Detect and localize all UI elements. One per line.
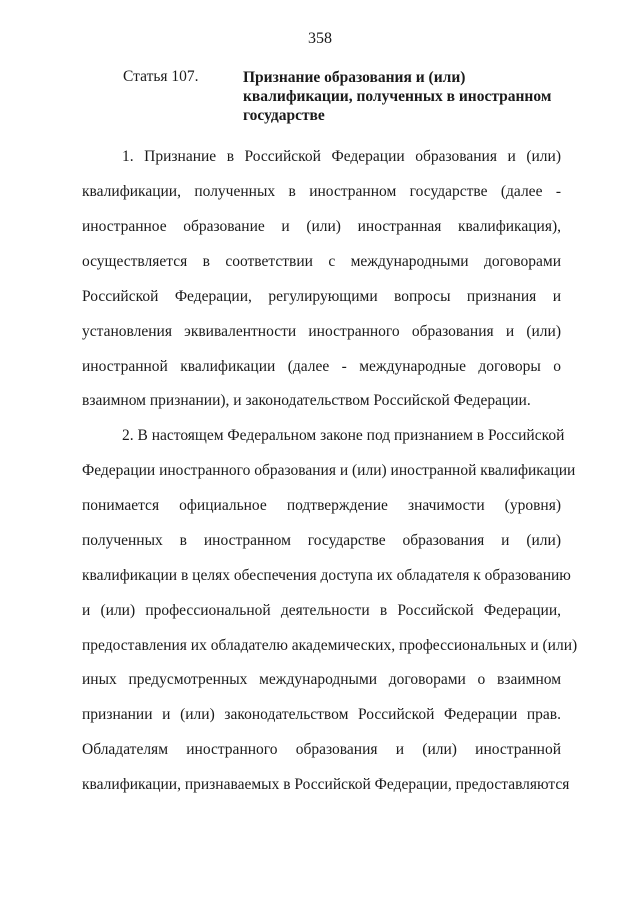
text-line: Обладателям иностранного образования и (или) иностранной	[82, 741, 561, 758]
article-title-line: Признание образования и (или)	[243, 69, 466, 86]
text-line: осуществляется в соответствии с международными договорами	[82, 253, 561, 270]
text-line: полученных в иностранном государстве образования и (или)	[82, 532, 561, 549]
text-line: 2. В настоящем Федеральном законе под признанием в Российской	[122, 427, 565, 444]
page-number: 358	[308, 30, 332, 47]
text-line: установления эквивалентности иностранного образования и (или)	[82, 323, 561, 340]
article-label: Статья 107.	[123, 68, 199, 85]
text-line: квалификации, полученных в иностранном государстве (далее -	[82, 183, 561, 200]
text-line: квалификации, признаваемых в Российской Федерации, предоставляются	[82, 776, 570, 793]
article-title	[243, 68, 573, 125]
text-line: Федерации иностранного образования и (или) иностранной квалификации	[82, 462, 576, 479]
text-line: квалификации в целях обеспечения доступа их обладателя к образованию	[82, 567, 571, 584]
text-line: иностранной квалификации (далее - международные договоры о	[82, 358, 561, 375]
text-line: признании и (или) законодательством Российской Федерации прав.	[82, 706, 561, 723]
text-line: Российской Федерации, регулирующими вопросы признания и	[82, 288, 561, 305]
article-title-line: государстве	[243, 107, 325, 124]
text-line: иных предусмотренных международными договорами о взаимном	[82, 671, 561, 688]
text-line: иностранное образование и (или) иностранная квалификация),	[82, 218, 561, 235]
text-line: и (или) профессиональной деятельности в Российской Федерации,	[82, 602, 561, 619]
text-line: взаимном признании), и законодательством Российской Федерации.	[82, 392, 531, 409]
text-line: предоставления их обладателю академических, профессиональных и (или)	[82, 637, 578, 654]
article-title-line: квалификации, полученных в иностранном	[243, 88, 552, 105]
text-line: 1. Признание в Российской Федерации образования и (или)	[122, 148, 561, 165]
text-line: понимается официальное подтверждение значимости (уровня)	[82, 497, 561, 514]
